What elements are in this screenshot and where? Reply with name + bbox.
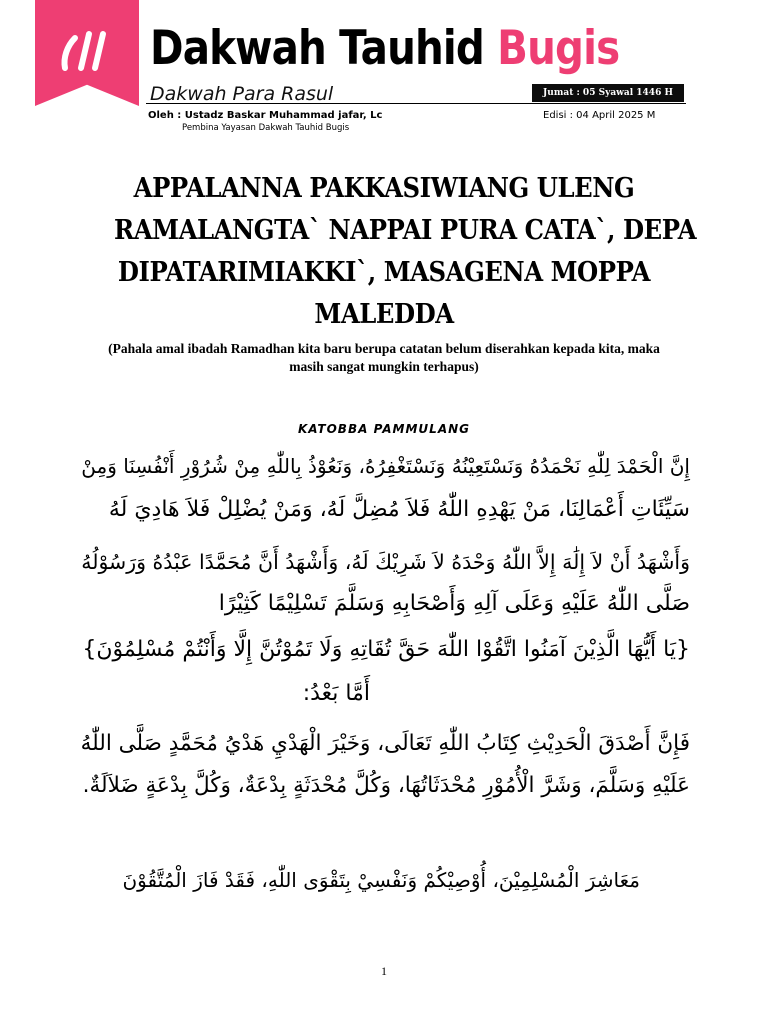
arabic-line: سَيِّئَاتِ أَعْمَالِنَا، مَنْ يَهْدِهِ اللّٰهُ فَلاَ مُضِلَّ لَهُ، وَمَنْ يُضْلِلْ فَلاَ هَادِيَ لَهُ [108, 497, 690, 522]
dtb-logo-icon [35, 0, 139, 106]
arabic-line: فَإِنَّ أَصْدَقَ الْحَدِيْثِ كِتَابُ اللّٰهِ تَعَالَى، وَخَيْرَ الْهَدْيِ هَدْيُ مُحَمَّدٍ صَلَّى اللّٰهُ [80, 731, 690, 756]
edition-date: Edisi : 04 April 2025 M [543, 110, 656, 121]
title-line: RAMALANGTA` NAPPAI PURA CATA`, DEPA [114, 215, 697, 246]
header-divider [146, 103, 686, 104]
author-line: Oleh : Ustadz Baskar Muhammad jafar, Lc [148, 110, 383, 121]
brand-title-accent: Bugis [497, 21, 620, 76]
arabic-line: مَعَاشِرَ الْمُسْلِمِيْنَ، أُوْصِيْكُمْ وَنَفْسِيْ بِتَقْوَى اللّٰهِ، فَقَدْ فَازَ الْمُتَّقُوْنَ [122, 868, 640, 892]
arabic-line: إِنَّ الْحَمْدَ لِلّٰهِ نَحْمَدُهُ وَنَسْتَعِيْنُهُ وَنَسْتَغْفِرُهُ، وَنَعُوْذُ بِاللّٰهِ مِنْ شُرُوْرِ أَنْفُسِنَا وَمِنْ [81, 454, 690, 478]
page-number: 1 [381, 964, 387, 978]
logo-glyph [59, 28, 115, 72]
title-translation: (Pahala amal ibadah Ramadhan kita baru berupa catatan belum diserahkan kepada kita, maka masih sangat mungkin terhapus) [108, 341, 660, 374]
article-title [114, 168, 697, 336]
brand-title [150, 20, 619, 78]
arabic-line: وَأَشْهَدُ أَنْ لاَ إِلَٰهَ إِلاَّ اللّٰهُ وَحْدَهُ لاَ شَرِيْكَ لَهُ، وَأَشْهَدُ أَنَّ مُحَمَّدًا عَبْدُهُ وَرَسُوْلُهُ [81, 550, 690, 574]
foundation-line: Pembina Yayasan Dakwah Tauhid Bugis [182, 123, 350, 133]
brand-subtitle: Dakwah Para Rasul [150, 83, 334, 105]
title-line: DIPATARIMIAKKI`, MASAGENA MOPPA [117, 257, 651, 288]
title-line: APPALANNA PAKKASIWIANG ULENG [133, 173, 635, 204]
brand-title-main: Dakwah Tauhid [150, 21, 498, 76]
arabic-line: {يَا أَيُّهَا الَّذِيْنَ آمَنُوا اتَّقُوْا اللّٰهَ حَقَّ تُقَاتِهِ وَلَا تَمُوْتُنَّ إِلَّا وَأَنْتُمْ مُسْلِمُوْنَ} [82, 637, 690, 662]
section-heading: KATOBBA PAMMULANG [297, 422, 470, 436]
title-line: MALEDDA [314, 299, 454, 330]
arabic-line: صَلَّى اللّٰهُ عَلَيْهِ وَعَلَى آلِهِ وَأَصْحَابِهِ وَسَلَّمَ تَسْلِيْمًا كَثِيْرًا [218, 591, 690, 616]
arabic-line: أَمَّا بَعْدُ: [302, 681, 370, 706]
date-badge: Jumat : 05 Syawal 1446 H [532, 84, 684, 102]
arabic-line: عَلَيْهِ وَسَلَّمَ، وَشَرَّ الْأُمُوْرِ مُحْدَثَاتُهَا، وَكُلَّ مُحْدَثَةٍ بِدْعَةٌ، وَكُلَّ بِدْعَةٍ ضَلاَلَةٌ. [82, 773, 690, 798]
